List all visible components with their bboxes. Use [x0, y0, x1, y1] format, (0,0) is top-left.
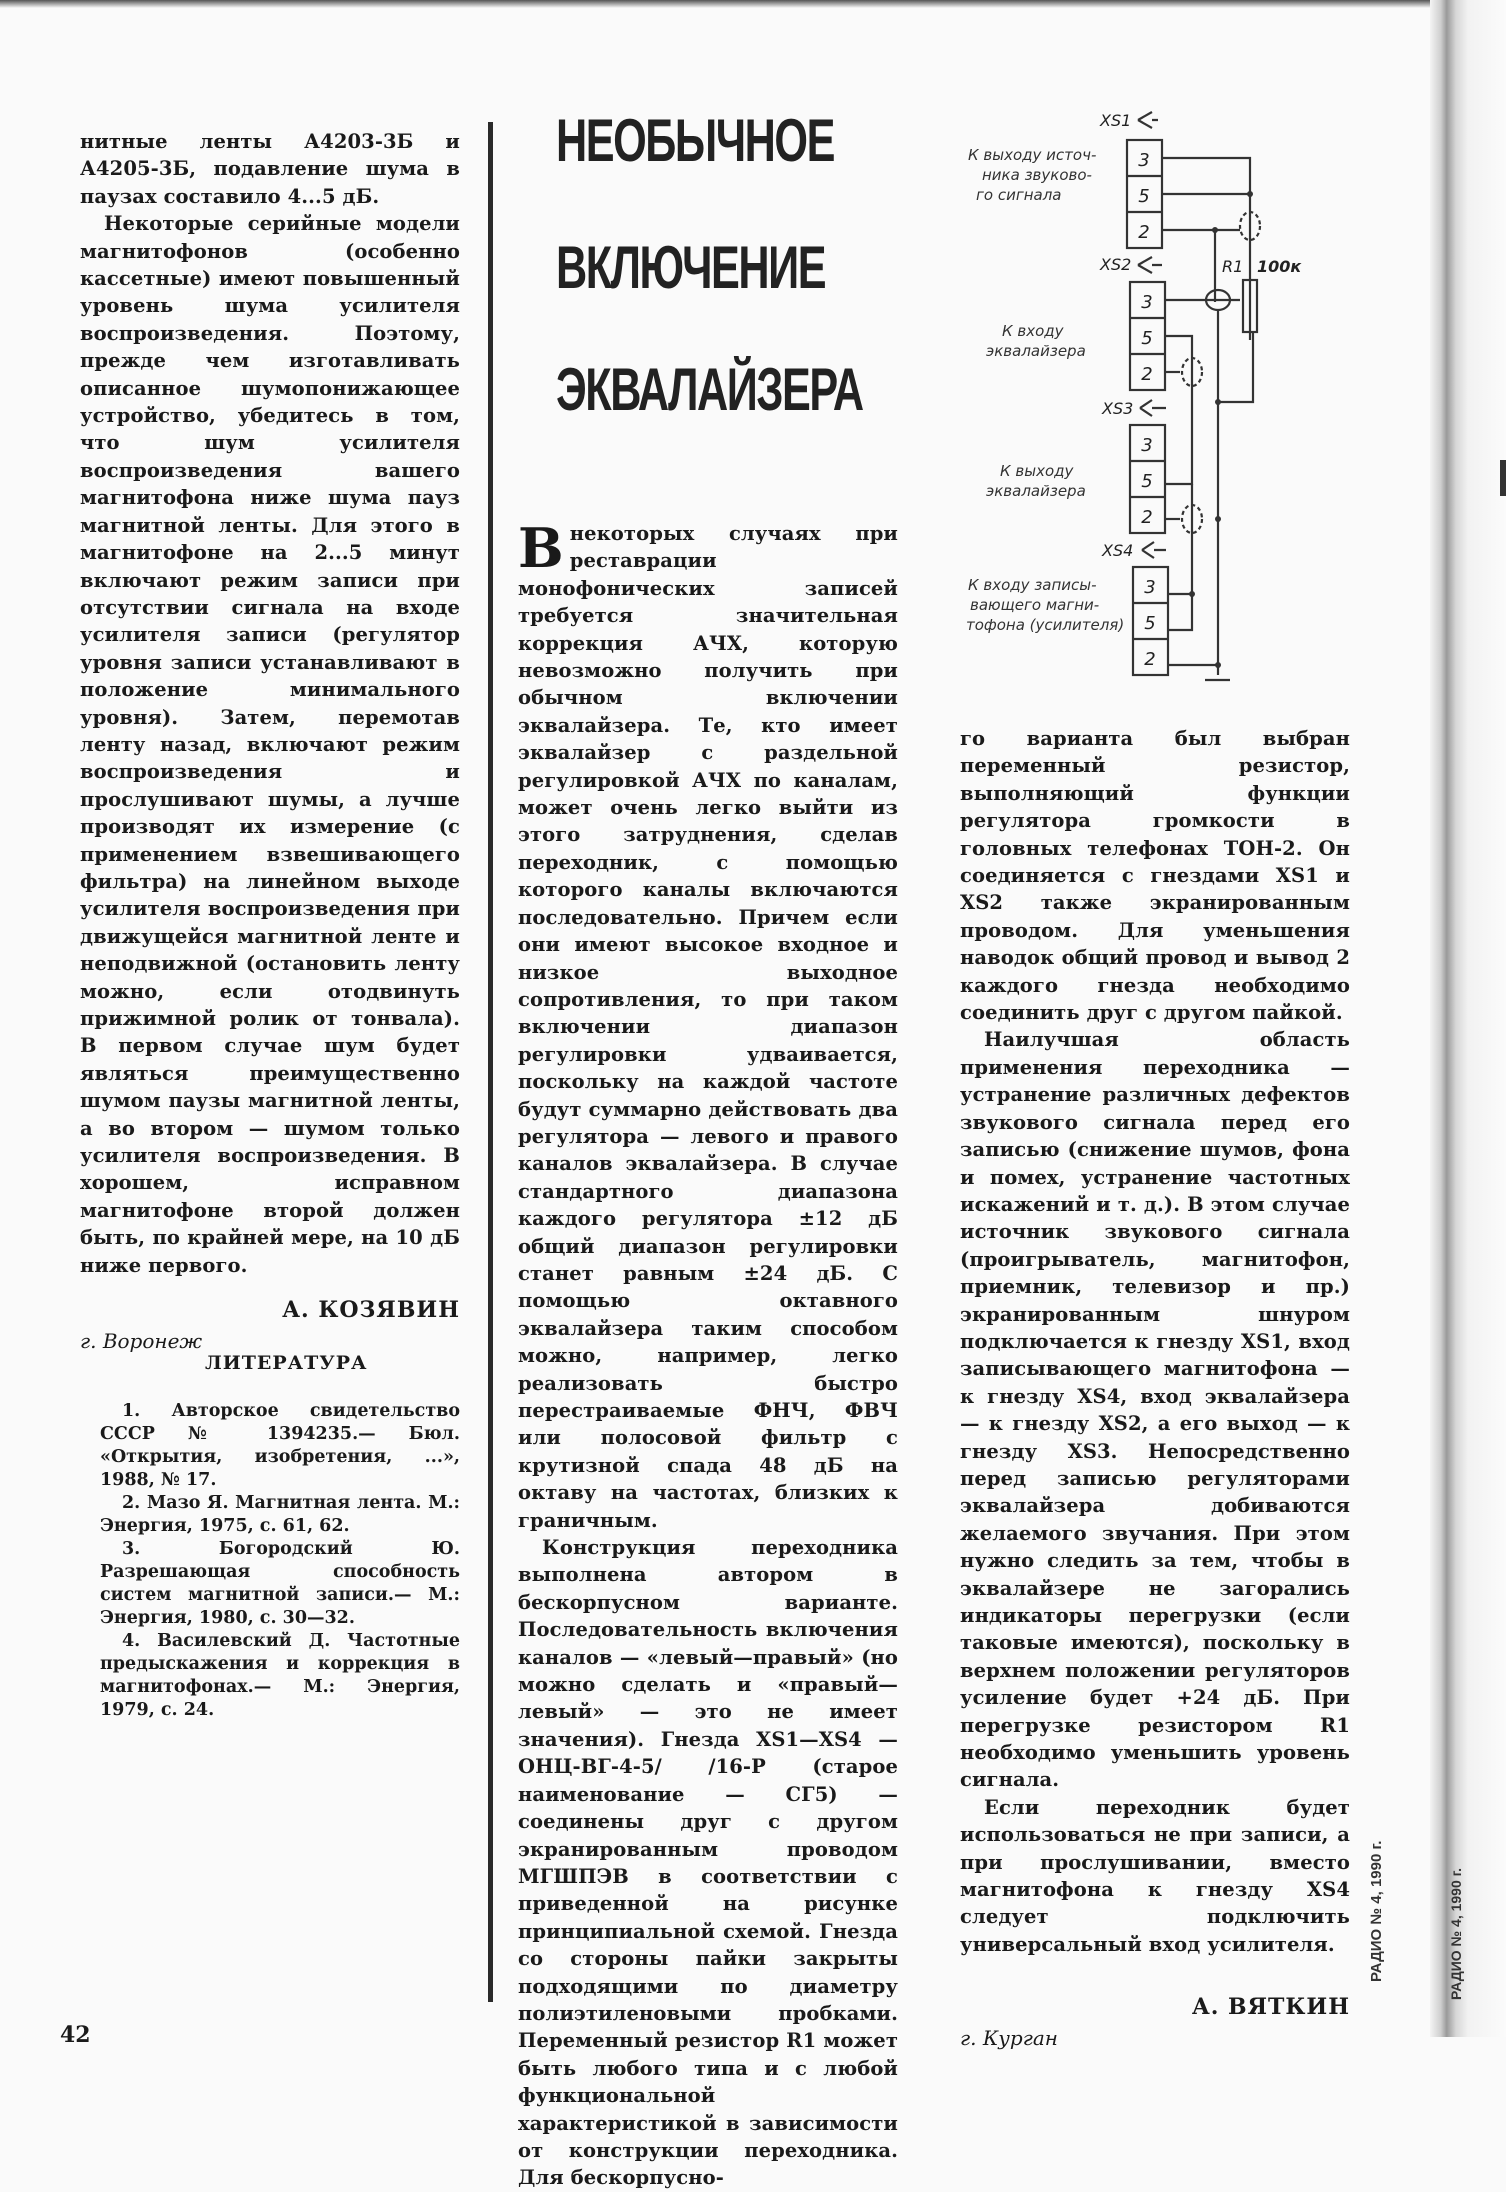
svg-text:го сигнала: го сигнала [976, 186, 1062, 204]
body-paragraph: Наилучшая область применения переходника — устранение различных дефектов звукового сигнала перед его записью (снижение шумов, фона и помех, устранение частотных искажений и т. д.). В этом случае источник звукового сигнала (проигрыватель, магнитофон, приемник, телевизор и пр.) экранированным шнуром подключается к гнезду XS1, вход записывающего магнитофона — к гнезду XS4, вход эквалайзера — к гнезду XS2, а его выход — к гнезду XS3. Непосредственно перед записью регуляторами эквалайзера добиваются желаемого звучания. При этом нужно следить за тем, чтобы в эквалайзере не загорались индикаторы перегрузки (если таковые имеются), поскольку в верхнем положении регуляторов усиление будет +24 дБ. При перегрузке резистором R1 необходимо уменьшить уровень сигнала. [960, 1028, 1350, 1792]
article-column-3 [960, 725, 1350, 2050]
svg-text:2: 2 [1141, 507, 1153, 528]
circuit-schematic [930, 100, 1350, 700]
page-number: 42 [60, 2022, 91, 2048]
svg-text:ника звуково-: ника звуково- [982, 166, 1092, 184]
article-title-line: ЭКВАЛАЙЗЕРА [556, 356, 863, 423]
svg-text:3: 3 [1141, 435, 1153, 456]
svg-text:2: 2 [1144, 649, 1156, 670]
body-paragraph: некоторых случаях при реставрации монофонических записей требуется значительная коррекция АЧХ, которую невозможно получить при обычном включении эквалайзера. Те, кто имеет эквалайзер с раздельной регулировкой АЧХ по каналам, может очень легко выйти из этого затруднения, сделав переходник, с помощью которого каналы включаются последовательно. Причем если они имеют высокое входное и низкое выходное сопротивления, то при таком включении диапазон регулировки удваивается, поскольку на каждой частоте будут суммарно действовать два регулятора — левого и правого каналов эквалайзера. В случае стандартного диапазона каждого регулятора ±12 дБ общий диапазон регулировки станет равным ±24 дБ. С помощью октавного эквалайзера таким способом можно, например, легко реализовать быстро перестраиваемые ФНЧ, ФВЧ или полосовой фильтр с крутизной спада 48 дБ на октаву на частотах, близких к граничным. [518, 522, 898, 1532]
drop-cap: В [518, 516, 564, 580]
article-author: А. ВЯТКИН [1191, 1994, 1350, 2021]
svg-text:5: 5 [1141, 471, 1153, 492]
xs3-symbol [1140, 400, 1166, 416]
xs3-label: XS3 [1102, 399, 1134, 418]
svg-text:эквалайзера: эквалайзера [986, 482, 1086, 500]
xs4-symbol [1142, 542, 1166, 558]
svg-text:2: 2 [1141, 364, 1153, 385]
xs1-label: XS1 [1100, 111, 1132, 130]
scan-shadow-top [0, 0, 1506, 8]
svg-text:5: 5 [1144, 613, 1156, 634]
svg-text:К входу: К входу [1002, 322, 1064, 340]
r1-value: 100к [1257, 257, 1302, 276]
schematic-svg [930, 100, 1350, 700]
reference-item: 2. Мазо Я. Магнитная лента. М.: Энергия, 1975, с. 61, 62. [100, 1493, 460, 1536]
svg-text:2: 2 [1138, 222, 1150, 243]
literature-heading: ЛИТЕРАТУРА [205, 1352, 368, 1374]
svg-text:3: 3 [1141, 292, 1153, 313]
article-city: г. Курган [960, 2026, 1058, 2051]
body-paragraph: го варианта был выбран переменный резистор, выполняющий функции регулятора громкости в головных телефонах ТОН-2. Он соединяется с гнездами XS1 и XS2 также экранированным проводом. Для уменьшения наводок общий провод и вывод 2 каждого гнезда необходимо соединить друг с другом пайкой. [960, 727, 1350, 1025]
prev-article-column [80, 128, 460, 1353]
svg-text:тофона (усилителя): тофона (усилителя) [966, 616, 1125, 634]
journal-stamp: РАДИО № 4, 1990 г. [1368, 1840, 1385, 1982]
svg-text:3: 3 [1144, 577, 1156, 598]
xs2-label: XS2 [1100, 255, 1132, 274]
svg-text:К выходу: К выходу [1000, 462, 1074, 480]
journal-stamp-next-page: РАДИО № 4, 1990 г. [1448, 1868, 1464, 2000]
reference-item: 4. Василевский Д. Частотные предыскажения и коррекция в магнитофонах.— М.: Энергия, 1979, с. 24. [100, 1631, 460, 1720]
prev-paragraph: Некоторые серийные модели магнитофонов (особенно кассетные) имеют повышенный уровень шума усилителя воспроизведения. Поэтому, прежде чем изготавливать описанное шумопонижающее устройство, убедитесь в том, что шум усилителя воспроизведения вашего магнитофона ниже шума пауз магнитной ленты. Для этого в магнитофоне на 2...5 минут включают режим записи при отсутствии сигнала на входе усилителя записи (регулятор уровня записи устанавливают в положение минимального уровня). Затем, перемотав ленту назад, включают режим воспроизведения и прослушивают шумы, а лучше производят их измерение (с применением взвешивающего фильтра) на линейном выходе усилителя воспроизведения при движущейся магнитной ленте и неподвижной (остановить ленту можно, если отодвинуть прижимной ролик от тонвала). В первом случае шум будет являться преимущественно шумом паузы магнитной ленты, а во втором — шумом только усилителя воспроизведения. В хорошем, исправном магнитофоне второй должен быть, по крайней мере, на 10 дБ ниже первого. [80, 212, 460, 1277]
next-page-fragment [1500, 460, 1506, 496]
xs4-label: XS4 [1102, 541, 1134, 560]
svg-text:вающего магни-: вающего магни- [970, 596, 1100, 614]
prev-paragraph: нитные ленты А4203-3Б и А4205-3Б, подавление шума в паузах составило 4...5 дБ. [80, 130, 460, 208]
prev-author: А. КОЗЯВИН [282, 1297, 460, 1324]
references-list [100, 1400, 460, 1722]
body-paragraph: Если переходник будет использоваться не при записи, а при прослушивании, вместо магнитофона к гнезду XS4 следует подключить универсальный вход усилителя. [960, 1795, 1350, 1956]
page-spine-fold [1430, 0, 1506, 2037]
article-column-2 [518, 516, 898, 2192]
xs2-symbol [1138, 257, 1162, 273]
reference-item: 1. Авторское свидетельство СССР № 1394235.— Бюл. «Открытия, изобретения, ...», 1988, № 17. [100, 1401, 460, 1490]
body-paragraph: Конструкция переходника выполнена автором в бескорпусном варианте. Последовательность включения каналов — «левый—правый» (но можно сделать и «правый—левый» — это не имеет значения). Гнезда XS1—XS4 — ОНЦ-ВГ-4-5/ /16-Р (старое наименование — СГ5) — соединены друг с другом экранированным проводом МГШПЭВ в соответствии с приведенной на рисунке принципиальной схемой. Гнезда со стороны пайки закрыты подходящими по диаметру полиэтиленовыми пробками. Переменный резистор R1 может быть любого типа и с любой функциональной характеристикой в зависимости от конструкции переходника. Для бескорпусно- [518, 1536, 898, 2190]
svg-text:5: 5 [1141, 328, 1153, 349]
xs1-symbol [1138, 112, 1158, 128]
article-title-line: ВКЛЮЧЕНИЕ [556, 234, 826, 301]
svg-text:К входу записы-: К входу записы- [968, 576, 1097, 594]
article-title-line: НЕОБЫЧНОЕ [556, 107, 834, 174]
svg-text:эквалайзера: эквалайзера [986, 342, 1086, 360]
r1-label: R1 [1222, 257, 1244, 276]
svg-text:3: 3 [1138, 150, 1150, 171]
prev-city: г. Воронеж [80, 1329, 203, 1354]
reference-item: 3. Богородский Ю. Разрешающая способность систем магнитной записи.— М.: Энергия, 1980, с. 30—32. [100, 1539, 460, 1628]
svg-text:5: 5 [1138, 186, 1150, 207]
svg-text:К выходу источ-: К выходу источ- [968, 146, 1097, 164]
column-divider [488, 122, 493, 2002]
